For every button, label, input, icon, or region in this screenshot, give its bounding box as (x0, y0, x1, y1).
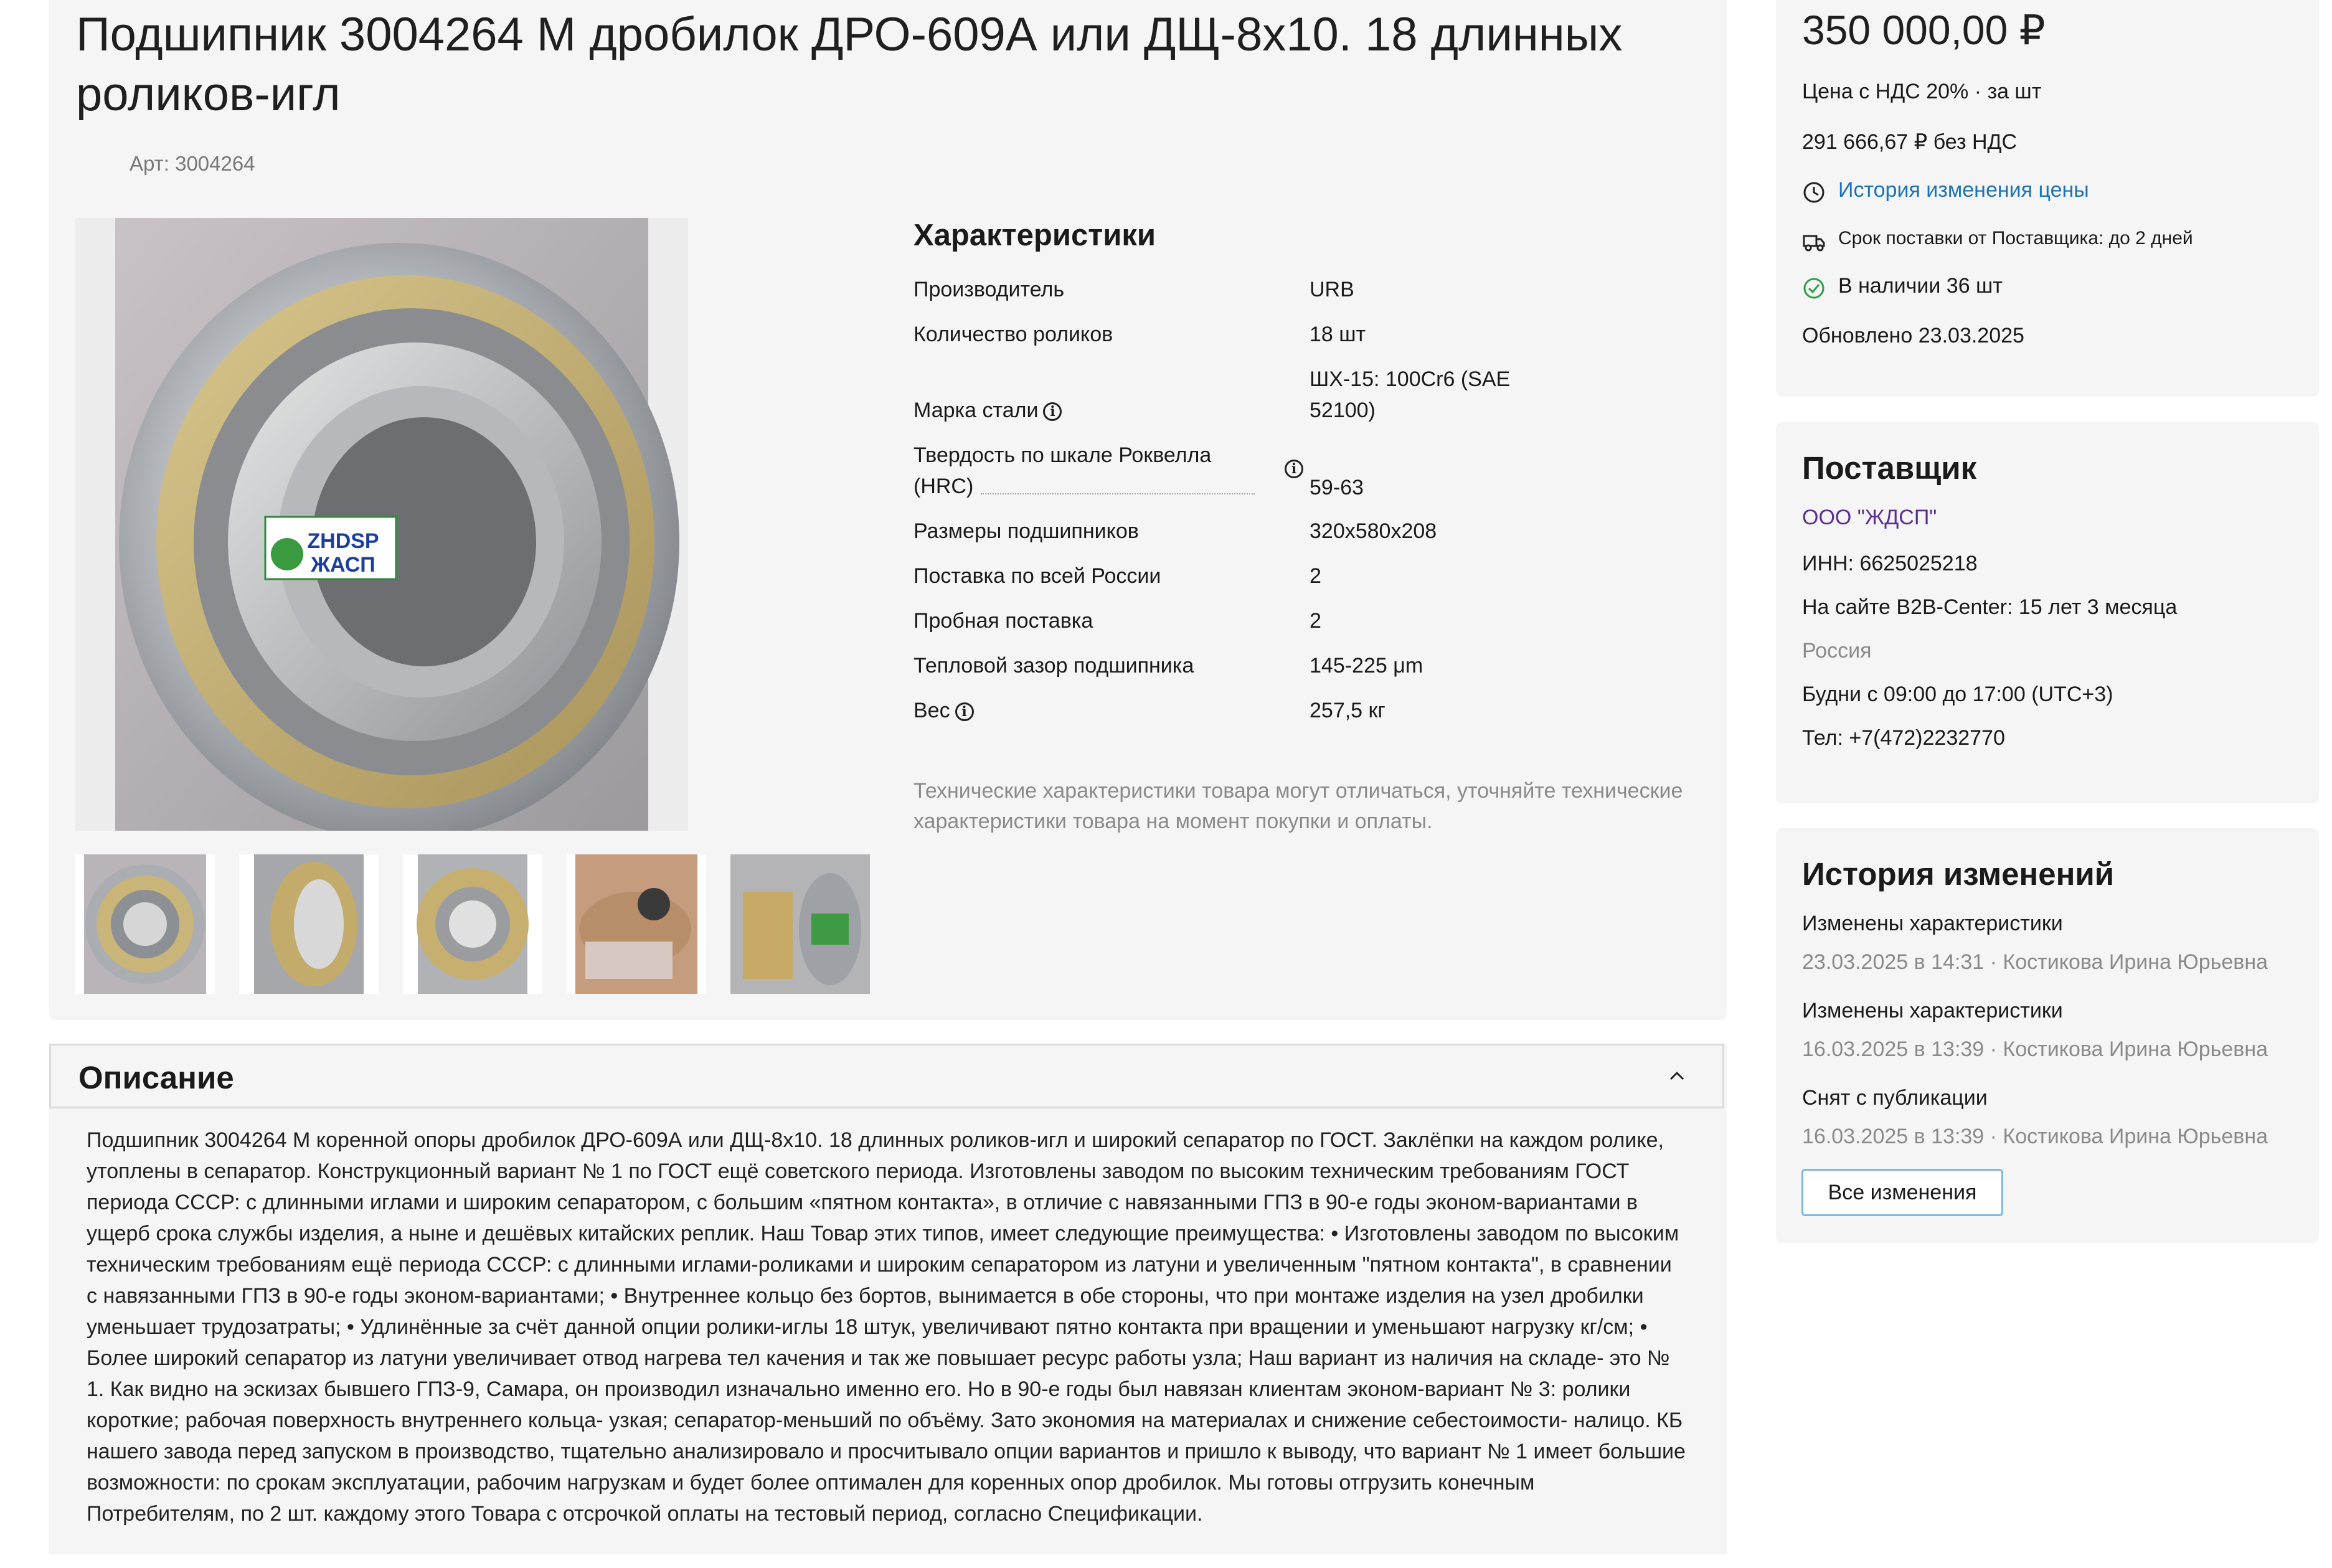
supplier-hours: Будни с 09:00 до 17:00 (UTC+3) (1802, 682, 2113, 706)
char-name: Марка стали (913, 399, 1039, 422)
thumbnail-4[interactable] (567, 854, 706, 994)
supplier-country: Россия (1802, 639, 1872, 663)
all-changes-button[interactable]: Все изменения (1801, 1169, 2003, 1216)
char-name: Тепловой зазор подшипника (913, 654, 1194, 678)
info-icon[interactable]: i (1043, 402, 1062, 421)
chevron-up-icon[interactable] (1669, 1068, 1685, 1084)
description-header[interactable] (49, 1044, 1724, 1108)
bearing-image (75, 218, 688, 831)
updated-date: Обновлено 23.03.2025 (1802, 324, 2024, 347)
supplier-title: Поставщик (1802, 450, 1977, 486)
thumbnail-2[interactable] (239, 854, 379, 994)
char-value: 2 (1310, 609, 1321, 633)
supplier-inn: ИНН: 6625025218 (1802, 552, 1978, 575)
info-icon[interactable]: i (955, 702, 974, 721)
char-name: Поставка по всей России (913, 564, 1161, 588)
char-name: Пробная поставка (913, 609, 1093, 633)
vat-note: Цена с НДС 20% · за шт (1802, 80, 2042, 103)
price-amount: 350 000,00 ₽ (1802, 7, 2046, 53)
history-item-action: Изменены характеристики (1802, 999, 2063, 1023)
photo-logo-1: ZHDSP (307, 529, 379, 553)
thumbnail-5[interactable] (730, 854, 870, 994)
delivery-text: Срок поставки от Поставщика: до 2 дней (1838, 228, 2193, 248)
char-value: 145-225 μm (1310, 654, 1423, 678)
supplier-name-link[interactable]: ООО "ЖДСП" (1802, 506, 1937, 529)
char-name-wrap (913, 695, 1281, 726)
dotted-leader (981, 493, 1255, 494)
char-value: 18 шт (1310, 323, 1366, 346)
char-name-wrap (913, 395, 1281, 426)
description-text: Подшипник 3004264 М коренной опоры дробилок ДРО-609А или ДЩ-8х10. 18 длинных роликов-игл и широкий сепаратор по ГОСТ. Заклёпки на каждом ролике, утоплены в сепаратор. Конструкционный вариант № 1 по ГОСТ ещё советского периода. Изготовлены заводом по высоким техническим требованиям ГОСТ периода СССР: с длинными иглами и широким сепаратором, с большим «пятном контакта», в отличие с навязанными ГПЗ в 90-е годы эконом-вариантами в ущерб срока службы изделия, а ныне и дешёвых китайских реплик. Наш Товар этих типов, имеет следующие преимущества: • Изготовлены заводом по высоким техническим требованиям ещё периода СССР: с длинными иглами-роликами и широким сепаратором из латуни и увеличенным "пятном контакта", в сравнении с навязанными ГПЗ в 90-е годы эконом-вариантами; • Внутреннее кольцо без бортов, вынимается в обе стороны, что при монтаже изделия на узел дробилки уменьшает трудозатраты; • Удлинённые за счёт данной опции ролики-иглы 18 штук, увеличивают пятно контакта при вращении и уменьшают нагрузку кг/см; • Более широкий сепаратор из латуни увеличивает отвод нагрева тел качения и так же повышает ресурс работы узла; Наш вариант из наличия на складе- это № 1. Как видно на эскизах бывшего ГПЗ-9, Самара, он производил изначально именно его. Но в 90-е годы был навязан клиентам эконом-вариант № 3: ролики короткие; рабочая поверхность внутреннего кольца- узкая; сепаратор-меньший по объёму. Зато экономия на материалах и снижение себестоимости- налицо. КБ нашего завода перед запуском в производство, тщательно анализировало и просчитывало опции вариантов и пришло к выводу, что вариант № 1 имеет большие возможности: по срокам эксплуатации, рабочим нагрузкам и будет более оптимален для коренных опор дробилок. Мы готовы отгрузить конечным Потребителям, по 2 шт. каждому этого Товара с отсрочкой оплаты на тестовый период, согласно Спецификации. (87, 1128, 1686, 1526)
article-number: Арт: 3004264 (130, 152, 255, 175)
char-value: 257,5 кг (1310, 699, 1386, 722)
char-name: Твердость по шкале Роквелла (HRC) (913, 443, 1212, 498)
characteristics-title: Характеристики (913, 219, 1156, 252)
char-name: Размеры подшипников (913, 519, 1139, 543)
main-product-photo[interactable] (75, 218, 688, 831)
history-item-meta: 23.03.2025 в 14:31 · Костикова Ирина Юрьевна (1802, 950, 2268, 974)
clock-icon (1802, 181, 1826, 204)
char-value: ШХ-15: 100Cr6 (SAE 52100) (1310, 367, 1511, 422)
history-item-meta: 16.03.2025 в 13:39 · Костикова Ирина Юрьевна (1802, 1125, 2268, 1148)
stock-text: В наличии 36 шт (1838, 274, 2003, 298)
char-value: 59-63 (1310, 476, 1364, 499)
char-value: URB (1310, 278, 1354, 301)
check-circle-icon (1802, 276, 1826, 300)
price-without-vat: 291 666,67 ₽ без НДС (1802, 130, 2018, 154)
price-history-link[interactable]: История изменения цены (1838, 178, 2089, 202)
char-value: 2 (1310, 564, 1321, 588)
history-item-action: Снят с публикации (1802, 1086, 1988, 1110)
char-value: 320x580x208 (1310, 519, 1437, 543)
info-icon[interactable]: i (1285, 460, 1303, 478)
thumbnail-1[interactable] (75, 854, 215, 994)
history-item-action: Изменены характеристики (1802, 912, 2063, 935)
supplier-phone: Тел: +7(472)2232770 (1802, 726, 2005, 750)
description-title: Описание (78, 1060, 234, 1095)
product-title: Подшипник 3004264 М дробилок ДРО-609А или ДЩ-8х10. 18 длинных роликов-игл (76, 8, 1623, 121)
char-name: Производитель (913, 278, 1065, 301)
thumbnail-3[interactable] (403, 854, 542, 994)
char-name: Вес (913, 699, 950, 722)
supplier-on-site: На сайте B2B-Center: 15 лет 3 месяца (1802, 595, 2178, 619)
characteristics-disclaimer: Технические характеристики товара могут отличаться, уточняйте технические характеристики товара на момент покупки и оплаты. (913, 779, 1683, 833)
char-name: Количество роликов (913, 323, 1113, 346)
history-title: История изменений (1802, 856, 2115, 892)
truck-icon (1802, 230, 1826, 254)
photo-logo-2: ЖАСП (311, 553, 375, 577)
history-item-meta: 16.03.2025 в 13:39 · Костикова Ирина Юрьевна (1802, 1037, 2268, 1061)
